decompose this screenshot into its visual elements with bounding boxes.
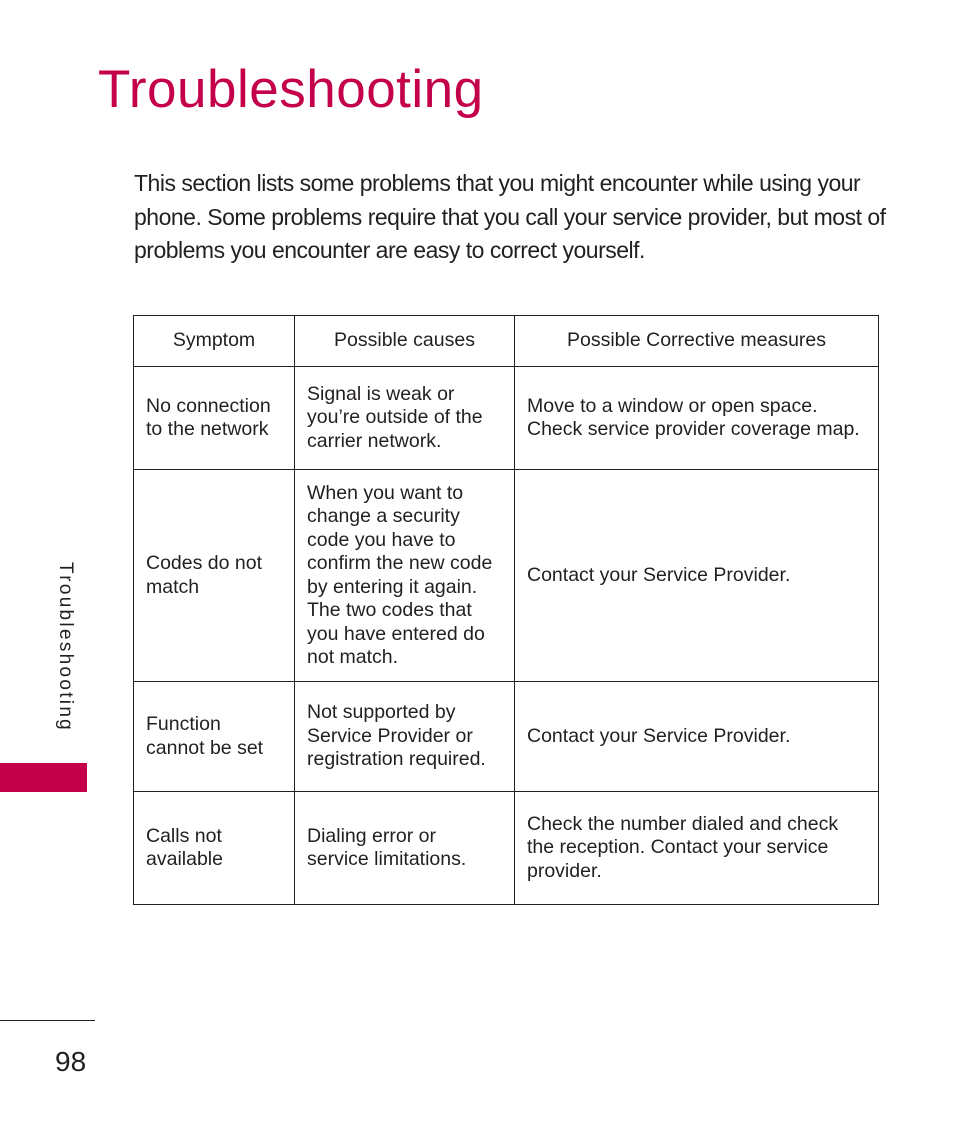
page-title: Troubleshooting (98, 60, 484, 119)
table-row (134, 682, 879, 792)
troubleshooting-table (133, 315, 879, 905)
side-tab-marker (0, 763, 87, 792)
symptom-cell: Codes do not match (134, 470, 295, 682)
symptom-cell: Calls not available (134, 792, 295, 905)
table-row (134, 367, 879, 470)
cause-cell: Dialing error or service limitations. (295, 792, 515, 905)
page-number: 98 (55, 1046, 87, 1077)
cause-cell: Not supported by Service Provider or registration required. (295, 682, 515, 792)
header-symptom: Symptom (134, 316, 295, 367)
measure-cell: Contact your Service Provider. (515, 682, 879, 792)
measure-cell: Check the number dialed and check the reception. Contact your service provider. (515, 792, 879, 905)
table-row (134, 792, 879, 905)
table-header-row (134, 316, 879, 367)
intro-paragraph: This section lists some problems that you might encounter while using your phone. Some problems require that you call your service provider, but most of problems you encounter are easy to correct yourself. (134, 170, 886, 263)
header-corrective-measures: Possible Corrective measures (515, 316, 879, 367)
cause-cell: When you want to change a security code you have to confirm the new code by entering it again. The two codes that you have entered do not match. (295, 470, 515, 682)
cause-cell: Signal is weak or you’re outside of the carrier network. (295, 367, 515, 470)
header-possible-causes: Possible causes (295, 316, 515, 367)
symptom-cell: No connection to the network (134, 367, 295, 470)
measure-cell: Contact your Service Provider. (515, 470, 879, 682)
measure-cell: Move to a window or open space. Check service provider coverage map. (515, 367, 879, 470)
table-row (134, 470, 879, 682)
footer-divider (0, 1020, 95, 1021)
side-section-label: Troubleshooting (55, 562, 76, 733)
symptom-cell: Function cannot be set (134, 682, 295, 792)
